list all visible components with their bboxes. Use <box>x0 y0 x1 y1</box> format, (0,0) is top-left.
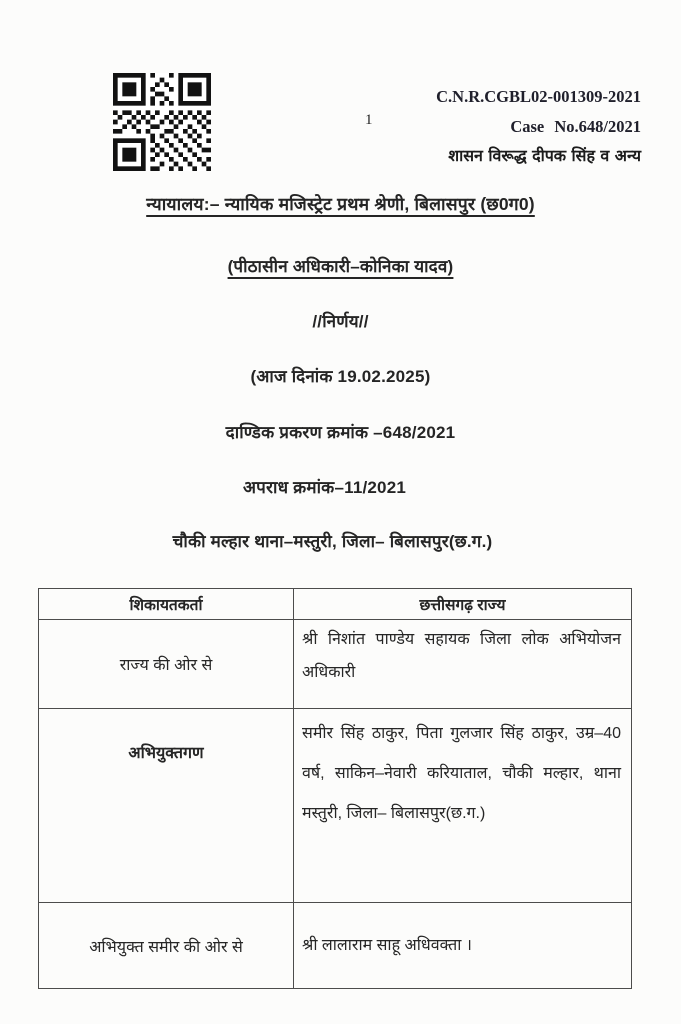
judgment-date: (आज दिनांक 19.02.2025) <box>250 367 431 386</box>
criminal-case-number: दाण्डिक प्रकरण क्रमांक –648/2021 <box>225 423 456 442</box>
presiding-officer-heading: (पीठासीन अधिकारी–कोनिका यादव) <box>227 257 454 276</box>
table-header-complainant: शिकायतकर्ता <box>39 589 294 620</box>
case-number: Case No.648/2021 <box>510 117 641 136</box>
table-row-state-counsel <box>39 620 632 709</box>
table-row-accused <box>39 709 632 903</box>
table-header-state: छत्तीसगढ़ राज्य <box>294 589 632 620</box>
page-number: 1 <box>365 112 373 128</box>
row-value: समीर सिंह ठाकुर, पिता गुलजार सिंह ठाकुर, उम्र–40 वर्ष, साकिन–नेवारी करियाताल, चौकी मल्हार, थाना मस्तुरी, जिला– बिलासपुर(छ.ग.) <box>294 709 632 903</box>
row-label: अभियुक्तगण <box>39 709 294 903</box>
case-parties: शासन विरूद्ध दीपक सिंह व अन्य <box>448 148 641 165</box>
qr-code-icon <box>113 73 211 171</box>
table-row-defence-counsel <box>39 903 632 989</box>
table-header-row <box>39 589 632 620</box>
row-label: राज्य की ओर से <box>39 620 294 709</box>
row-value: श्री लालाराम साहू अधिवक्ता । <box>294 903 632 989</box>
row-label: अभियुक्त समीर की ओर से <box>39 903 294 989</box>
police-station-line: चौकी मल्हार थाना–मस्तुरी, जिला– बिलासपुर(छ.ग.) <box>172 532 493 551</box>
crime-number: अपराध क्रमांक–11/2021 <box>242 478 407 497</box>
court-heading: न्यायालय:– न्यायिक मजिस्ट्रेट प्रथम श्रेणी, बिलासपुर (छ0ग0) <box>146 194 535 214</box>
judgment-title: //निर्णय// <box>312 312 369 331</box>
cnr-number: C.N.R.CGBL02-001309-2021 <box>436 87 641 106</box>
parties-table <box>38 588 632 989</box>
row-value: श्री निशांत पाण्डेय सहायक जिला लोक अभियोजन अधिकारी <box>294 620 632 709</box>
case-header-block <box>436 82 641 172</box>
